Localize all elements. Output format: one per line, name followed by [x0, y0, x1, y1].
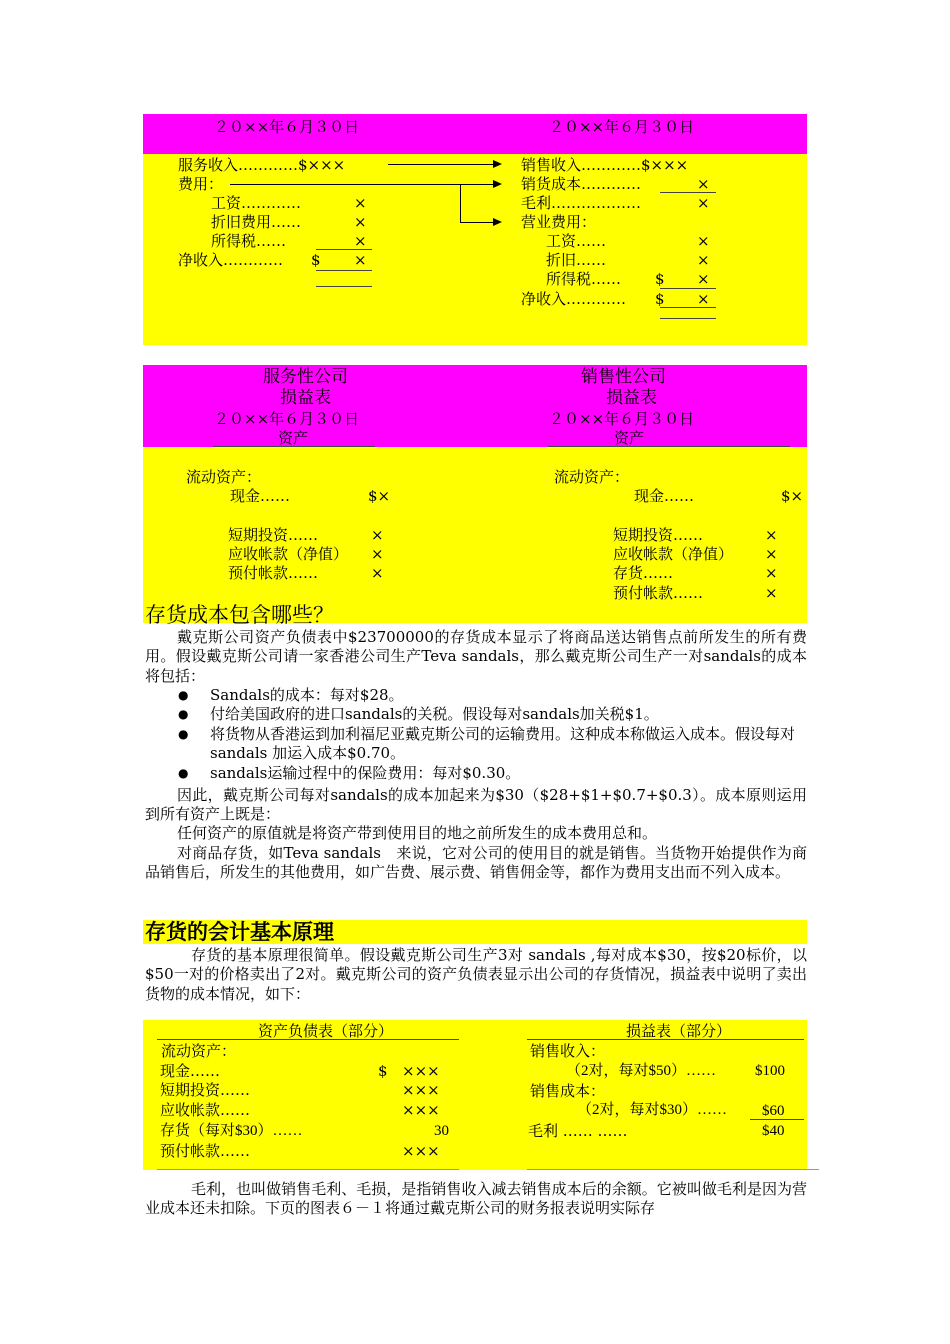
section1-para2-text: 因此，戴克斯公司每对sandals的成本加起来为$30（$28+$1+$0.7+$0.3）。成本原则运用到所有资产上既是：	[145, 786, 807, 824]
bullet-1: Sandals的成本：每对$28。	[210, 686, 404, 704]
is-sales-value: $100	[755, 1063, 785, 1079]
bs-prepaid: 预付帐款……	[160, 1142, 251, 1160]
net-income-dollar: $	[311, 251, 321, 269]
net-income-underline-1	[316, 270, 372, 271]
service-assets-rule	[213, 446, 375, 447]
net-income-value: ×	[354, 251, 367, 269]
section2-para1	[145, 946, 807, 1004]
expenses-label: 费用：	[178, 175, 224, 193]
left-receivables: 应收帐款（净值）	[228, 545, 349, 563]
section2-para1-text: 存货的基本原理很简单。假设戴克斯公司生产3对 sandals ,每对成本$30，按$20标价，以$50一对的价格卖出了2对。戴克斯公司的资产负债表显示出公司的存货情况，损益表中说明了卖出货物的成本情况，如下：	[145, 946, 807, 1003]
section1-para4	[145, 844, 807, 883]
is-cost-value: $60	[762, 1103, 785, 1119]
right-cash: 现金……	[634, 487, 695, 505]
net-income-label: 净收入…………	[178, 251, 284, 269]
bullet-dot: ●	[178, 707, 189, 721]
opex-depreciation-label: 折旧……	[546, 251, 607, 269]
bs-short-term: 短期投资……	[160, 1081, 251, 1099]
is-gross-value: $40	[762, 1123, 785, 1139]
right-net-underline-1	[660, 307, 716, 308]
bs-receivables: 应收帐款……	[160, 1101, 251, 1119]
bullet-4: sandals运输过程中的保险费用：每对$0.30。	[210, 764, 521, 782]
bs-cash-dollar: $	[378, 1062, 388, 1080]
bullet-dot: ●	[178, 688, 189, 702]
balance-sheet-title: 资产负债表（部分）	[258, 1022, 394, 1040]
is-sales-revenue: 销售收入：	[530, 1042, 606, 1060]
left-receivables-value: ×	[371, 545, 384, 563]
income-tax-label: 所得税……	[211, 232, 287, 250]
opex-label: 营业费用：	[521, 213, 597, 231]
cogs-label: 销货成本…………	[521, 175, 642, 193]
block1-date-right: ２０××年６月３０日	[549, 118, 695, 136]
right-prepaid-value: ×	[765, 584, 778, 602]
cogs-value: ×	[697, 175, 710, 193]
right-net-underline-2	[660, 318, 716, 319]
gross-profit-label: 毛利………………	[521, 194, 642, 212]
bullet-dot: ●	[178, 766, 189, 780]
bullet-3-text: 将货物从香港运到加利福尼亚戴克斯公司的运输费用。这种成本称做运入成本。假设每对sandals 加运入成本$0.70。	[210, 725, 796, 763]
opex-rule	[660, 288, 716, 289]
bs-short-term-value: ×××	[402, 1081, 440, 1099]
right-short-term-value: ×	[765, 526, 778, 544]
bs-inventory-value: 30	[434, 1123, 449, 1139]
left-cash: 现金……	[230, 487, 291, 505]
net-income-underline-2	[316, 286, 372, 287]
section2-heading: 存货的会计基本原理	[145, 919, 334, 944]
bs-inventory: 存货（每对$30）……	[160, 1123, 303, 1139]
left-cash-value: $×	[368, 487, 391, 505]
section1-para1	[145, 628, 807, 686]
cogs-rule	[660, 192, 716, 193]
left-current-assets: 流动资产：	[186, 468, 262, 486]
is-cost-label: 销售成本：	[530, 1082, 606, 1100]
left-short-term: 短期投资……	[228, 526, 319, 544]
sales-revenue: 销售收入…………$×××	[521, 156, 689, 174]
bs-cash: 现金……	[160, 1062, 221, 1080]
merch-date: ２０××年６月３０日	[549, 410, 695, 428]
is-sales-detail: （2对，每对$50）……	[566, 1063, 717, 1079]
right-net-income-dollar: $	[655, 290, 665, 308]
income-partial-title-rule	[527, 1039, 804, 1040]
is-bottom-rule	[527, 1169, 819, 1170]
section1-para2	[145, 786, 807, 825]
right-inventory: 存货……	[613, 564, 674, 582]
left-prepaid: 预付帐款……	[228, 564, 319, 582]
arrow-connector	[460, 184, 461, 222]
balance-sheet-title-rule	[157, 1039, 459, 1040]
is-cost-rule	[750, 1119, 804, 1120]
section1-para4-text: 对商品存货，如Teva sandals 来说，它对公司的使用目的就是销售。当货物开始提供作为商品销售后，所发生的其他费用，如广告费、展示费、销售佣金等，都作为费用支出而不列入成本。	[145, 844, 807, 882]
right-prepaid: 预付帐款……	[613, 584, 704, 602]
merch-assets-rule	[548, 446, 790, 447]
block1-date-left: ２０××年６月３０日	[214, 118, 360, 136]
section1-heading: 存货成本包含哪些？	[145, 603, 334, 627]
bs-current-assets: 流动资产：	[161, 1042, 237, 1060]
right-net-income-label: 净收入…………	[521, 290, 627, 308]
bullet-3	[210, 725, 810, 764]
right-receivables: 应收帐款（净值）	[613, 545, 734, 563]
left-prepaid-value: ×	[371, 564, 384, 582]
is-cost-detail: （2对，每对$30）……	[577, 1102, 728, 1118]
opex-tax-label: 所得税……	[546, 270, 622, 288]
bs-prepaid-value: ×××	[402, 1142, 440, 1160]
depreciation-label: 折旧费用……	[211, 213, 302, 231]
merch-assets: 资产	[614, 429, 645, 447]
left-short-term-value: ×	[371, 526, 384, 544]
depreciation-value: ×	[354, 213, 367, 231]
merch-income-statement: 损益表	[606, 388, 657, 408]
wages-value: ×	[354, 194, 367, 212]
service-revenue: 服务收入…………$×××	[178, 156, 346, 174]
opex-depreciation-value: ×	[697, 251, 710, 269]
block2-header-band	[143, 365, 807, 447]
income-partial-title: 损益表（部分）	[626, 1022, 732, 1040]
section1-para3: 任何资产的原值就是将资产带到使用目的地之前所发生的成本费用总和。	[177, 824, 658, 842]
is-gross-label: 毛利 …… ……	[528, 1122, 628, 1140]
service-income-statement: 损益表	[280, 388, 331, 408]
service-company-title: 服务性公司	[263, 367, 348, 387]
bs-receivables-value: ×××	[402, 1101, 440, 1119]
bs-cash-value: ×××	[402, 1062, 440, 1080]
arrow-opex	[460, 222, 500, 223]
right-short-term: 短期投资……	[613, 526, 704, 544]
right-cash-value: $×	[781, 487, 804, 505]
bullet-2: 付给美国政府的进口sandals的关税。假设每对sandals加关税$1。	[210, 705, 659, 723]
merch-company-title: 销售性公司	[581, 367, 666, 387]
opex-tax-value: ×	[697, 270, 710, 288]
opex-wages-value: ×	[697, 232, 710, 250]
income-tax-value: ×	[354, 232, 367, 250]
right-current-assets: 流动资产：	[554, 468, 630, 486]
opex-wages-label: 工资……	[546, 232, 607, 250]
arrow-revenue	[388, 164, 500, 165]
footer-para-text: 毛利，也叫做销售毛利、毛损，是指销售收入减去销售成本后的余额。它被叫做毛利是因为营业成本还未扣除。下页的图表６－１将通过戴克斯公司的财务报表说明实际存	[145, 1180, 807, 1218]
right-net-income-value: ×	[697, 290, 710, 308]
subtotal-rule	[316, 249, 372, 250]
section1-para1-text: 戴克斯公司资产负债表中$23700000的存货成本显示了将商品送达销售点前所发生的所有费用。假设戴克斯公司请一家香港公司生产Teva sandals，那么戴克斯公司生产一对sandals的成本将包括：	[145, 628, 807, 685]
service-date: ２０××年６月３０日	[214, 410, 360, 428]
footer-para	[145, 1180, 807, 1219]
right-receivables-value: ×	[765, 545, 778, 563]
bullet-dot: ●	[178, 727, 189, 741]
right-inventory-value: ×	[765, 564, 778, 582]
bs-bottom-rule	[157, 1169, 459, 1170]
service-assets: 资产	[278, 429, 309, 447]
opex-tax-dollar: $	[655, 270, 665, 288]
wages-label: 工资…………	[211, 194, 302, 212]
gross-profit-value: ×	[697, 194, 710, 212]
